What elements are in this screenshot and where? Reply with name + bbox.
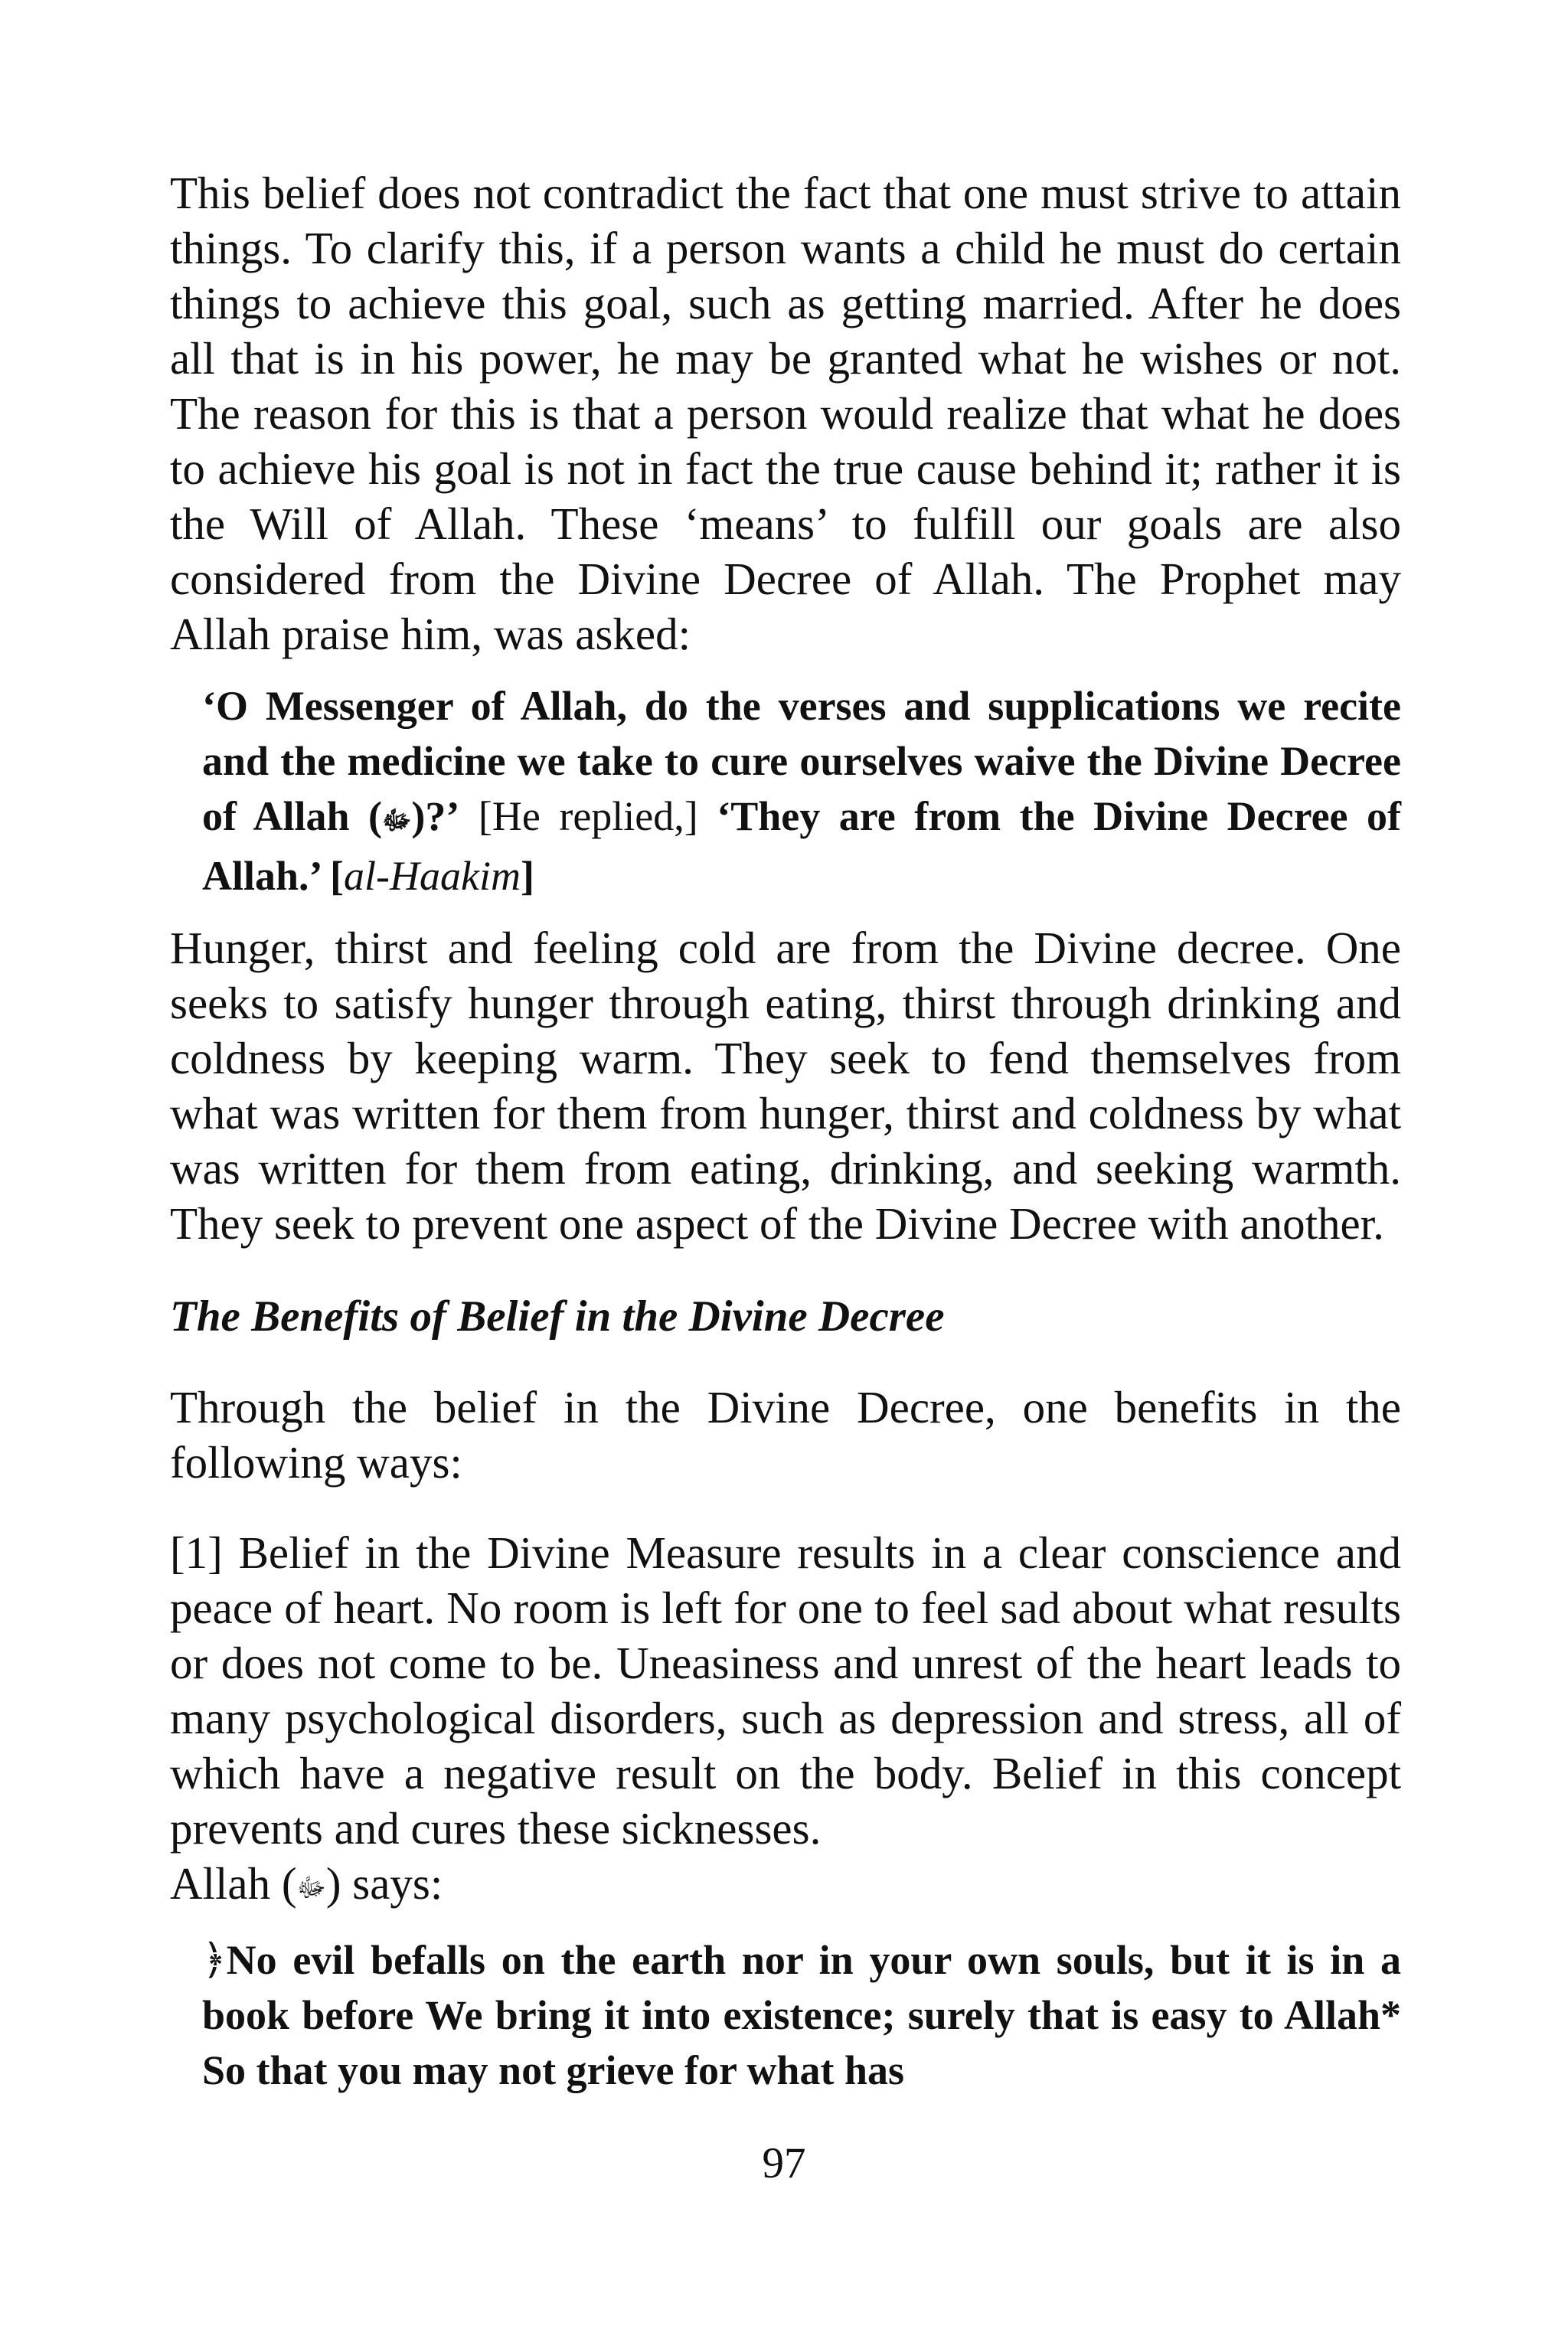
benefit-1-text: [1] Belief in the Divine Measure results in a clear conscience and peace of heart. No room is left for one to feel sad about what results or does not come to be. Uneasiness and unrest of the heart leads to many psychological disorders, such as depression and stress, all of which have a negative result on the body. Belief in this concept prevents and cures these sicknesses. (170, 1527, 1401, 1854)
hadith-question: ‘O Messenger of Allah, do the verses and supplications we recite and the medicine we take to cure ourselves waive the Divine Decree of Allah ( (202, 683, 1401, 839)
honorific-glyph-2: ﷻ (296, 1873, 326, 1904)
quran-quote (202, 1932, 1401, 2098)
source-bracket-close: ] (520, 852, 534, 899)
source-bracket-open: [ (330, 852, 344, 899)
paragraph-benefit-1 (170, 1525, 1401, 1916)
paragraph-benefits-intro: Through the belief in the Divine Decree, one benefits in the following ways: (170, 1381, 1401, 1488)
quran-verse-text: No evil befalls on the earth nor in your own souls, but it is in a book before We bring it into existence; surely that is easy to Allah* So that you may not grieve for what has (202, 1937, 1401, 2094)
page-number: 97 (762, 2139, 806, 2187)
hadith-source: al-Haakim (344, 852, 521, 899)
benefit-1-allah-says-start: Allah ( (170, 1857, 297, 1909)
page-content (170, 165, 1401, 2098)
hadith-quote (202, 678, 1401, 903)
paragraph-means-and-decree: This belief does not contradict the fact that one must strive to attain things. To clarify this, if a person wants a child he must do certain things to achieve this goal, such as getting married. After he does all that is in his power, he may be granted what he wishes or not. The reason for this is that a person would realize that what he does to achieve his goal is not in fact the true cause behind it; rather it is the Will of Allah. These ‘means’ to fulfill our goals are also considered from the Divine Decree of Allah. The Prophet may Allah praise him, was asked: (170, 168, 1401, 659)
section-heading: The Benefits of Belief in the Divine Decree (170, 1292, 945, 1341)
honorific-glyph: ﷻ (382, 805, 412, 836)
hadith-question-end: )?’ (411, 793, 460, 839)
hadith-answer: ‘They are from the Divine Decree of Allah.’ (202, 793, 1401, 899)
paragraph-hunger-thirst: Hunger, thirst and feeling cold are from the Divine decree. One seeks to satisfy hunger through eating, thirst through drinking and coldness by keeping warm. They seek to fend themselves from what was written for them from hunger, thirst and coldness by what was written for them from eating, drinking, and seeking warmth. They seek to prevent one aspect of the Divine Decree with another. (170, 922, 1401, 1249)
quran-bracket-open: ﴿ (202, 1937, 227, 1984)
benefit-1-allah-says-end: ) says: (325, 1857, 443, 1909)
hadith-connector: [He replied,] (459, 793, 717, 839)
